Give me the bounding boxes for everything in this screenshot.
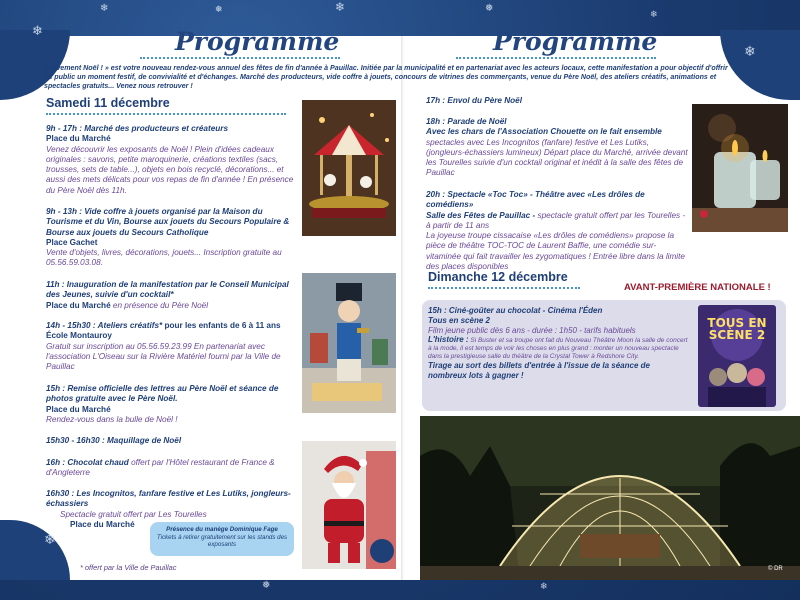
event-item: 16h : Chocolat chaud offert par l'Hôtel restaurant de France & d'Angleterre bbox=[46, 458, 275, 478]
intro-text: « Vivement Noël ! » est votre nouveau rendez-vous annuel des fêtes de fin d'année à Pauillac. Initiée par la municipalité et en partenariat avec les acteurs locaux, cette manifestation a pour objectif d'offrir au public un moment festif, de convivialité et d'échanges. Marché des producteurs, vide coffre à jouets, concours de vitrines des commerçants, venue du Père Noël, des ateliers créatifs, animations et spectacles gratuits... Venez nous retrouver ! bbox=[44, 64, 728, 90]
event-item: 11h : Inauguration de la manifestation par le Conseil Municipal des Jeunes, suivie d'un cocktail* Place du Marché en présence du Père Noël bbox=[46, 280, 289, 310]
carousel-photo bbox=[302, 100, 396, 236]
title-divider bbox=[456, 57, 656, 59]
day-heading: Samedi 11 décembre bbox=[46, 96, 170, 110]
snowflake-icon: ❅ bbox=[485, 3, 494, 14]
snowflake-icon: ❄ bbox=[100, 3, 109, 14]
snowflake-icon: ❄ bbox=[44, 532, 56, 548]
event-item: 18h : Parade de Noël Avec les chars de l'Association Chouette on le fait ensemble spectacles avec Les Incognitos (fanfare) festive et Les Lutiks, (jongleurs-échassiers lumineux) Départ place du Marché, arrivée devant les Tourelles suivie d'un cocktail original et inédit à la salle des fêtes de Pauillac bbox=[426, 117, 688, 178]
snowflake-icon: ❄ bbox=[744, 44, 756, 60]
page-fold bbox=[401, 36, 404, 580]
event-item: 15h : Remise officielle des lettres au Père Noël et séance de photos gratuite avec le Père Noël. Place du Marché Rendez-vous dans la bulle de Noël ! bbox=[46, 384, 279, 424]
film-details: 15h : Ciné-goûter au chocolat - Cinéma l'Éden Tous en scène 2 Film jeune public dès 6 ans - durée : 1h50 - tarifs habituels L'histoire : Si Buster et sa troupe ont fait du Nouveau Théâtre Moon la salle de concert à la mode, il est temps de voir les choses en plus grand : monter un nouveau spectacle dans la prestigieuse salle du théâtre de la Crystal Tower à Redshore City. Tirage au sort des billets d'entrée à l'issue de la séance de nombreux lots à gagner ! bbox=[428, 306, 688, 380]
heading-divider bbox=[428, 287, 580, 289]
nutcracker-photo bbox=[302, 273, 396, 413]
santa-photo bbox=[302, 441, 396, 569]
film-poster: TOUS EN SCÈNE 2 bbox=[698, 305, 776, 407]
day-heading: Dimanche 12 décembre bbox=[428, 270, 568, 284]
title-divider bbox=[140, 57, 340, 59]
event-item: 20h : Spectacle «Toc Toc» - Théâtre avec «Les drôles de comédiens» Salle des Fêtes de Pauillac - spectacle gratuit offert par les Tourelles - à partir de 11 ans La joyeuse troupe cissacaise «Les drôles de comédiens» propose la pièce de théâtre TOC-TOC de Laurent Baffie, une comédie sur-vitaminée qui fait travailler les zygomatiques ! Entrée libre dans la limite des places disponibles bbox=[426, 190, 686, 272]
event-item: 16h30 : Les Incognitos, fanfare festive et Les Lutiks, jongleurs-échassiers Spectacle gratuit offert par Les Tourelles Place du Marché bbox=[46, 489, 291, 529]
snowflake-icon: ❅ bbox=[215, 5, 223, 15]
snowflake-icon: ❄ bbox=[335, 0, 346, 14]
heading-divider bbox=[46, 113, 286, 115]
snowflake-icon: ❄ bbox=[32, 24, 43, 39]
snowflake-icon: ❄ bbox=[540, 582, 548, 592]
event-item: 17h : Envol du Père Noël bbox=[426, 96, 522, 105]
snowflake-icon: ❄ bbox=[650, 10, 658, 20]
event-item: 9h - 13h : Vide coffre à jouets organisé par la Maison du Tourisme et du Vin, Bourse aux jouets du Secours Populaire & Bourse aux jouets du Secours Catholique Place Gachet Vente d'objets, livres, décorations, jouets... Inscription gratuite au 05.56.59.03.08. bbox=[46, 207, 290, 268]
carousel-badge: Présence du manège Dominique Fage Tickets à retirer gratuitement sur les stands des exposants bbox=[150, 522, 294, 556]
event-item: 15h30 - 16h30 : Maquillage de Noël bbox=[46, 436, 182, 445]
candle-photo bbox=[692, 104, 788, 232]
page-title: Programme bbox=[493, 27, 658, 56]
snowflake-icon: ❅ bbox=[262, 580, 271, 591]
dome-photo bbox=[420, 416, 800, 580]
photo-credit: © DR bbox=[768, 566, 783, 572]
footnote: * offert par la Ville de Pauillac bbox=[80, 563, 177, 572]
event-item: 9h - 17h : Marché des producteurs et créateurs Place du Marché Venez découvrir les exposants de Noël ! Plein d'idées cadeaux originales : savons, petite maroquinerie, créations textiles (sacs, trousses, sets de table...), objets en bois recyclé, décorations... et aussi des mets délicats pour vos repas de fin d'année ! En présence du Père Noël dès 11h. bbox=[46, 124, 294, 195]
page-title: Programme bbox=[175, 27, 340, 56]
event-item: 14h - 15h30 : Ateliers créatifs* pour les enfants de 6 à 11 ans École Montauroy Gratuit sur inscription au 05.56.59.23.99 En partenariat avec l'association L'Oiseau sur la Rivière Matériel fourni par la Ville de Pauillac bbox=[46, 321, 281, 372]
premiere-label: AVANT-PREMIÈRE NATIONALE ! bbox=[624, 282, 771, 293]
